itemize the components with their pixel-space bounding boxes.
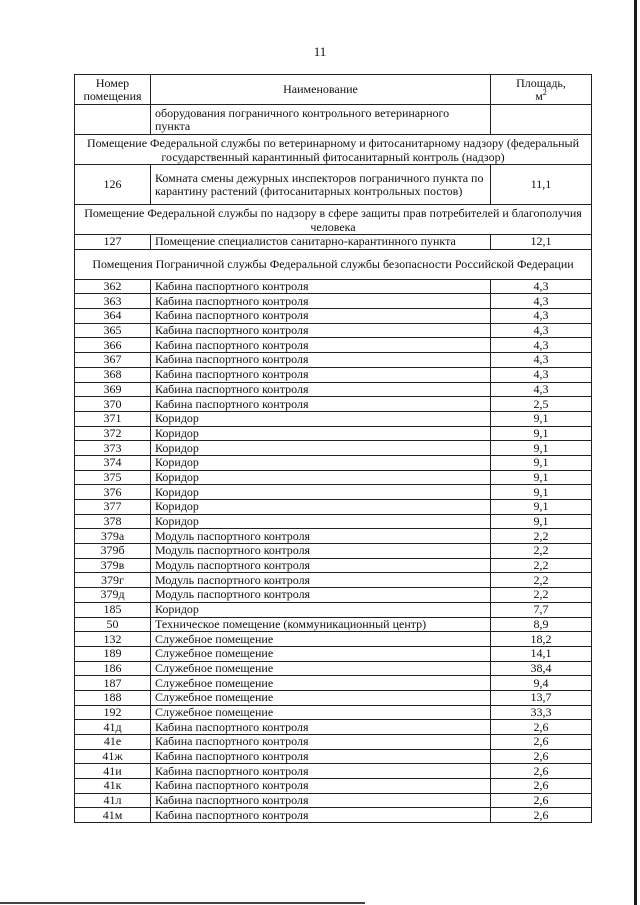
cell-number: 41и <box>75 764 151 779</box>
header-area-label: Площадь, <box>516 75 566 90</box>
cell-name: Модуль паспортного контроля <box>151 558 491 573</box>
cell-area: 9,1 <box>491 426 592 441</box>
table-row <box>75 514 592 529</box>
cell-area: 13,7 <box>491 690 592 705</box>
cell-name: Коридор <box>151 602 491 617</box>
cell-name: Коридор <box>151 411 491 426</box>
cell-number: 375 <box>75 470 151 485</box>
cell-name: Модуль паспортного контроля <box>151 573 491 588</box>
cell-number: 363 <box>75 294 151 309</box>
table-row <box>75 661 592 676</box>
section-header-row <box>75 249 592 279</box>
cell-name: Помещение специалистов санитарно-карантинного пункта <box>151 235 491 250</box>
cell-number: 376 <box>75 485 151 500</box>
cell-area: 9,4 <box>491 676 592 691</box>
header-area-unit-sup: 2 <box>542 87 547 97</box>
cell-area: 2,6 <box>491 808 592 823</box>
rooms-table <box>74 74 592 823</box>
cell-name: Кабина паспортного контроля <box>151 720 491 735</box>
cell-area: 4,3 <box>491 323 592 338</box>
cell-name: Коридор <box>151 441 491 456</box>
cell-area: 4,3 <box>491 279 592 294</box>
cell-area: 2,5 <box>491 397 592 412</box>
table-row <box>75 735 592 750</box>
cell-area: 2,6 <box>491 779 592 794</box>
cell-number: 365 <box>75 323 151 338</box>
cell-number: 370 <box>75 397 151 412</box>
cell-area: 9,1 <box>491 455 592 470</box>
cell-area: 4,3 <box>491 367 592 382</box>
section-header-row <box>75 135 592 165</box>
cell-number: 372 <box>75 426 151 441</box>
cell-number: 364 <box>75 309 151 324</box>
table-row <box>75 309 592 324</box>
cell-area: 18,2 <box>491 632 592 647</box>
cell-area: 2,2 <box>491 529 592 544</box>
table-row <box>75 705 592 720</box>
cell-area: 38,4 <box>491 661 592 676</box>
table-row <box>75 646 592 661</box>
table-row <box>75 397 592 412</box>
table-row <box>75 588 592 603</box>
cell-name: Коридор <box>151 455 491 470</box>
cell-number: 187 <box>75 676 151 691</box>
cell-number: 373 <box>75 441 151 456</box>
cell-area: 7,7 <box>491 602 592 617</box>
cell-name: Служебное помещение <box>151 676 491 691</box>
table-row <box>75 749 592 764</box>
cell-number: 186 <box>75 661 151 676</box>
cell-name: Кабина паспортного контроля <box>151 382 491 397</box>
table-row <box>75 544 592 559</box>
cell-number: 362 <box>75 279 151 294</box>
header-name: Наименование <box>151 75 491 105</box>
table-row <box>75 411 592 426</box>
cell-area: 2,2 <box>491 588 592 603</box>
cell-name: Кабина паспортного контроля <box>151 353 491 368</box>
cell-name: Кабина паспортного контроля <box>151 779 491 794</box>
cell-area: 9,1 <box>491 470 592 485</box>
table-row <box>75 793 592 808</box>
cell-number: 41д <box>75 720 151 735</box>
cell-number: 379в <box>75 558 151 573</box>
table-row <box>75 808 592 823</box>
section-title: Помещения Пограничной службы Федеральной службы безопасности Российской Федерации <box>75 249 592 279</box>
header-number: Номер помещения <box>75 75 151 105</box>
cell-number <box>75 105 151 135</box>
cell-area: 8,9 <box>491 617 592 632</box>
cell-name: Кабина паспортного контроля <box>151 279 491 294</box>
cell-name: Кабина паспортного контроля <box>151 397 491 412</box>
table-row <box>75 470 592 485</box>
table-header-row <box>75 75 592 105</box>
table-row <box>75 426 592 441</box>
table-row <box>75 779 592 794</box>
cell-number: 367 <box>75 353 151 368</box>
cell-name: Кабина паспортного контроля <box>151 808 491 823</box>
cell-number: 369 <box>75 382 151 397</box>
cell-number: 366 <box>75 338 151 353</box>
cell-number: 41ж <box>75 749 151 764</box>
cell-name: Модуль паспортного контроля <box>151 588 491 603</box>
table-row <box>75 690 592 705</box>
table-row <box>75 323 592 338</box>
cell-area: 9,1 <box>491 485 592 500</box>
cell-name: Коридор <box>151 485 491 500</box>
page-number: 11 <box>313 44 327 59</box>
table-row <box>75 165 592 205</box>
cell-name: Кабина паспортного контроля <box>151 735 491 750</box>
cell-number: 41е <box>75 735 151 750</box>
cell-number: 188 <box>75 690 151 705</box>
table-row <box>75 353 592 368</box>
cell-number: 127 <box>75 235 151 250</box>
table-row <box>75 338 592 353</box>
cell-area: 4,3 <box>491 382 592 397</box>
cell-name: Кабина паспортного контроля <box>151 338 491 353</box>
cell-number: 192 <box>75 705 151 720</box>
cell-name: Кабина паспортного контроля <box>151 764 491 779</box>
cell-area: 9,1 <box>491 441 592 456</box>
cell-area: 33,3 <box>491 705 592 720</box>
table-row <box>75 500 592 515</box>
cell-name: Модуль паспортного контроля <box>151 544 491 559</box>
cell-number: 41к <box>75 779 151 794</box>
cell-area: 12,1 <box>491 235 592 250</box>
table-row <box>75 602 592 617</box>
cell-name: Техническое помещение (коммуникационный центр) <box>151 617 491 632</box>
table-row <box>75 367 592 382</box>
cell-area: 2,2 <box>491 573 592 588</box>
cell-area: 2,6 <box>491 764 592 779</box>
table-row <box>75 617 592 632</box>
cell-number: 379б <box>75 544 151 559</box>
table-row <box>75 676 592 691</box>
cell-name: Служебное помещение <box>151 705 491 720</box>
table-row <box>75 382 592 397</box>
cell-number: 371 <box>75 411 151 426</box>
cell-number: 374 <box>75 455 151 470</box>
cell-name: Модуль паспортного контроля <box>151 529 491 544</box>
cell-number: 185 <box>75 602 151 617</box>
cell-number: 368 <box>75 367 151 382</box>
cell-area: 9,1 <box>491 500 592 515</box>
cell-number: 132 <box>75 632 151 647</box>
section-title: Помещение Федеральной службы по ветеринарному и фитосанитарному надзору (федеральный государственный карантинный фитосанитарный контроль (надзор) <box>75 135 592 165</box>
scan-edge-border <box>634 0 637 905</box>
cell-name: Служебное помещение <box>151 646 491 661</box>
section-header-row <box>75 205 592 235</box>
cell-area: 4,3 <box>491 294 592 309</box>
cell-area: 11,1 <box>491 165 592 205</box>
table-row <box>75 485 592 500</box>
cell-number: 377 <box>75 500 151 515</box>
cell-area: 4,3 <box>491 353 592 368</box>
section-title: Помещение Федеральной службы по надзору в сфере защиты прав потребителей и благополучия человека <box>75 205 592 235</box>
cell-name: Коридор <box>151 470 491 485</box>
cell-number: 379д <box>75 588 151 603</box>
cell-name: Служебное помещение <box>151 661 491 676</box>
cell-name: Кабина паспортного контроля <box>151 294 491 309</box>
table-row <box>75 294 592 309</box>
cell-area: 2,2 <box>491 558 592 573</box>
cell-name: Коридор <box>151 500 491 515</box>
cell-area: 9,1 <box>491 411 592 426</box>
cell-number: 379а <box>75 529 151 544</box>
cell-area: 9,1 <box>491 514 592 529</box>
cell-name: Комната смены дежурных инспекторов пограничного пункта по карантину растений (фитосанитарных контрольных постов) <box>151 165 491 205</box>
cell-name: Кабина паспортного контроля <box>151 323 491 338</box>
cell-name: Кабина паспортного контроля <box>151 749 491 764</box>
cell-name: Коридор <box>151 514 491 529</box>
cell-number: 189 <box>75 646 151 661</box>
cell-area: 4,3 <box>491 309 592 324</box>
cell-number: 41м <box>75 808 151 823</box>
continuation-row <box>75 105 592 135</box>
table-row <box>75 529 592 544</box>
table-row <box>75 720 592 735</box>
table-row <box>75 279 592 294</box>
table-row <box>75 573 592 588</box>
table-row <box>75 455 592 470</box>
cell-name: оборудования пограничного контрольного ветеринарного пункта <box>151 105 491 135</box>
cell-area: 2,2 <box>491 544 592 559</box>
cell-name: Кабина паспортного контроля <box>151 309 491 324</box>
table-row <box>75 441 592 456</box>
scan-bottom-line <box>0 902 365 904</box>
cell-name: Коридор <box>151 426 491 441</box>
cell-area: 2,6 <box>491 735 592 750</box>
rooms-table-body <box>75 75 592 823</box>
table-row <box>75 235 592 250</box>
cell-name: Служебное помещение <box>151 690 491 705</box>
cell-number: 50 <box>75 617 151 632</box>
cell-name: Служебное помещение <box>151 632 491 647</box>
cell-area: 4,3 <box>491 338 592 353</box>
header-area-unit: м <box>535 88 543 103</box>
cell-area: 2,6 <box>491 720 592 735</box>
cell-area: 2,6 <box>491 793 592 808</box>
table-row <box>75 632 592 647</box>
header-area <box>491 75 592 105</box>
cell-number: 379г <box>75 573 151 588</box>
cell-number: 126 <box>75 165 151 205</box>
table-row <box>75 558 592 573</box>
cell-area: 2,6 <box>491 749 592 764</box>
cell-number: 41л <box>75 793 151 808</box>
cell-area: 14,1 <box>491 646 592 661</box>
cell-name: Кабина паспортного контроля <box>151 793 491 808</box>
cell-name: Кабина паспортного контроля <box>151 367 491 382</box>
table-row <box>75 764 592 779</box>
cell-area <box>491 105 592 135</box>
cell-number: 378 <box>75 514 151 529</box>
